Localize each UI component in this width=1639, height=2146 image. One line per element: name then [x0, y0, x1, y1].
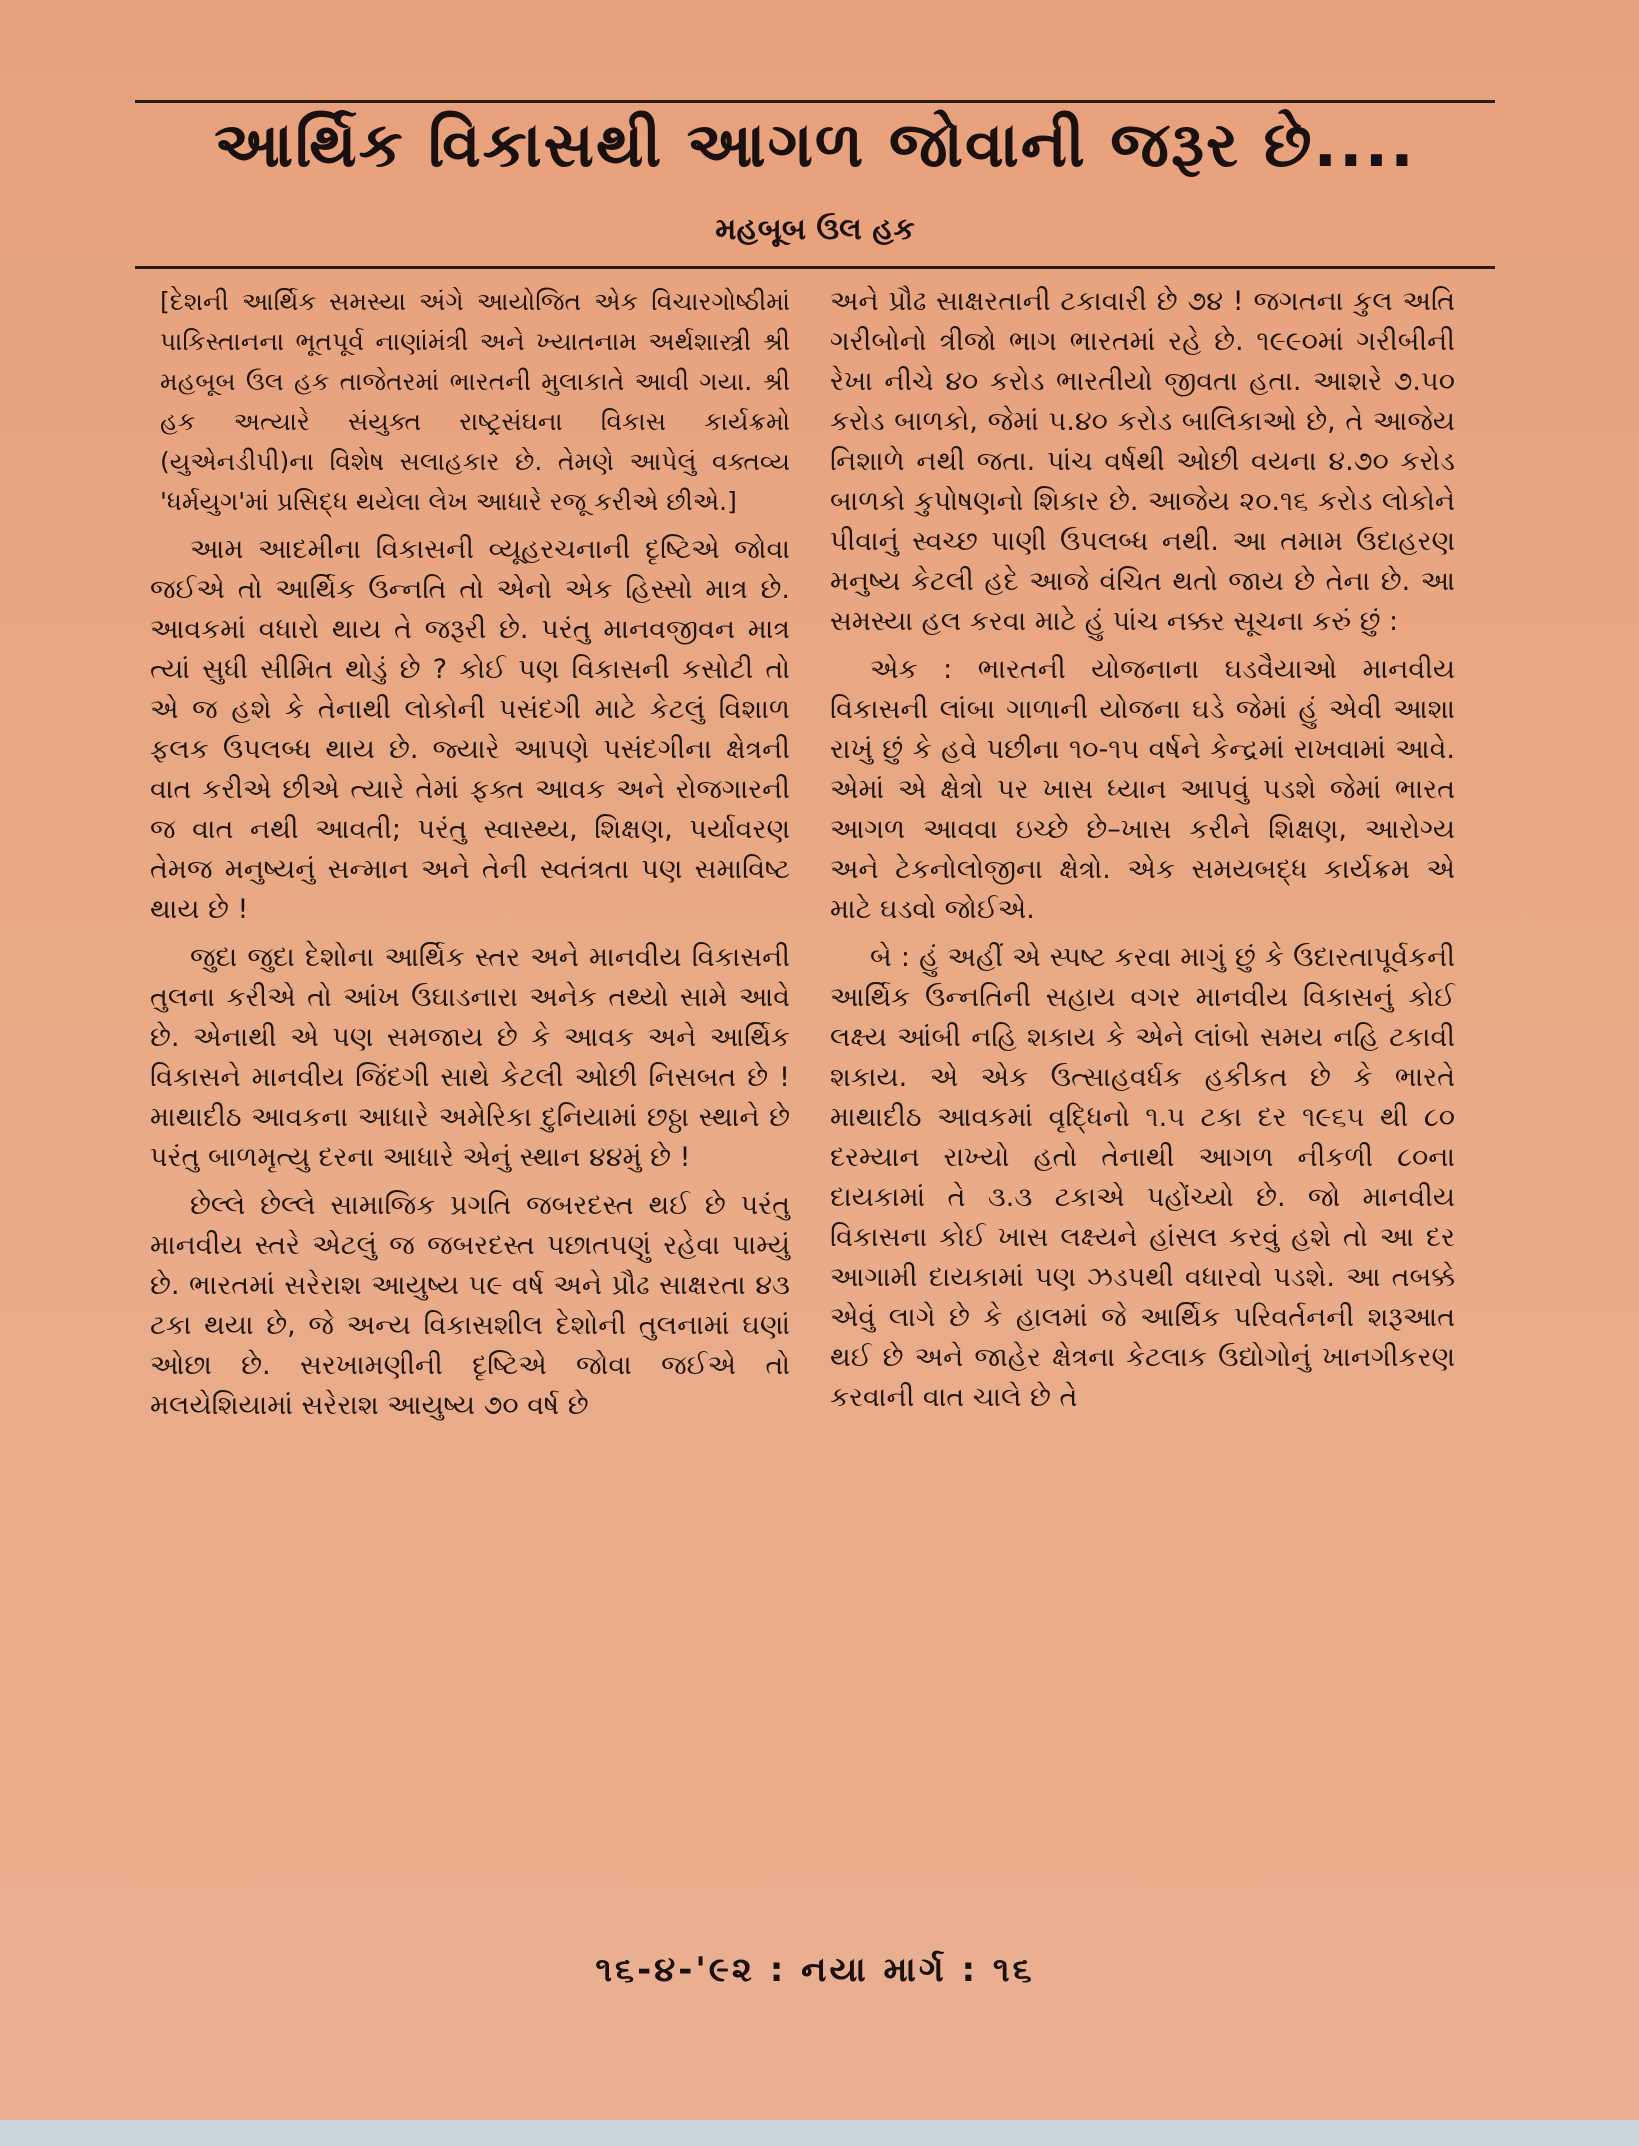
article-title: આર્થિક વિકાસથી આગળ જોવાની જરૂર છે.... — [214, 108, 1416, 181]
point-one-paragraph: એક : ભારતની યોજનાના ઘડવૈયાઓ માનવીય વિકાસની લાંબા ગાળાની યોજના ઘડે જેમાં હું એવી આશા રાખું છું કે હવે પછીના ૧૦-૧૫ વર્ષને કેન્દ્રમાં રાખવામાં આવે. એમાં એ ક્ષેત્રો પર ખાસ ધ્યાન આપવું પડશે જેમાં ભારત આગળ આવવા ઇચ્છે છે–ખાસ કરીને શિક્ષણ, આરોગ્ય અને ટેકનોલોજીના ક્ષેત્રો. એક સમયબદ્ધ કાર્યક્રમ એ માટે ઘડવો જોઈએ. — [830, 654, 1455, 925]
header-rule — [135, 266, 1495, 269]
point-two-paragraph: બે : હું અહીં એ સ્પષ્ટ કરવા માગું છું કે ઉદારતાપૂર્વકની આર્થિક ઉન્નતિની સહાય વગર માનવીય વિકાસનું કોઈ લક્ષ્ય આંબી નહિ શકાય કે એને લાંબો સમય નહિ ટકાવી શકાય. એ એક ઉત્સાહવર્ધક હકીકત છે કે ભારતે માથાદીઠ આવકમાં વૃદ્ધિનો ૧.૫ ટકા દર ૧૯૬૫ થી ૮૦ દરમ્યાન રાખ્યો હતો તેનાથી આગળ નીકળી ૮૦ના દાયકામાં તે ૩.૩ ટકાએ પહોંચ્યો છે. જો માનવીય વિકાસના કોઈ ખાસ લક્ષ્યને હાંસલ કરવું હશે તો આ દર આગામી દાયકામાં પણ ઝડપથી વધારવો પડશે. આ તબક્કે એવું લાગે છે કે હાલમાં જે આર્થિક પરિવર્તનની શરૂઆત થઈ છે અને જાહેર ક્ષેત્રના કેટલાક ઉદ્યોગોનું ખાનગીકરણ કરવાની વાત ચાલે છે તે — [830, 942, 1455, 1413]
body-paragraph: આમ આદમીના વિકાસની વ્યૂહરચનાની દૃષ્ટિએ જોવા જઈએ તો આર્થિક ઉન્નતિ તો એનો એક હિસ્સો માત્ર છે. આવકમાં વધારો થાય તે જરૂરી છે. પરંતુ માનવજીવન માત્ર ત્યાં સુધી સીમિત થોડું છે ? કોઈ પણ વિકાસની કસોટી તો એ જ હશે કે તેનાથી લોકોની પસંદગી માટે કેટલું વિશાળ ફલક ઉપલબ્ધ થાય છે. જ્યારે આપણે પસંદગીના ક્ષેત્રની વાત કરીએ છીએ ત્યારે તેમાં ફક્ત આવક અને રોજગારની જ વાત નથી આવતી; પરંતુ સ્વાસ્થ્ય, શિક્ષણ, પર્યાવરણ તેમજ મનુષ્યનું સન્માન અને તેની સ્વતંત્રતા પણ સમાવિષ્ટ થાય છે ! — [150, 534, 790, 925]
top-rule — [135, 100, 1495, 103]
body-paragraph: જુદા જુદા દેશોના આર્થિક સ્તર અને માનવીય વિકાસની તુલના કરીએ તો આંખ ઉઘાડનારા અનેક તથ્યો સામે આવે છે. એનાથી એ પણ સમજાય છે કે આવક અને આર્થિક વિકાસને માનવીય જિંદગી સાથે કેટલી ઓછી નિસબત છે ! માથાદીઠ આવકના આધારે અમેરિકા દુનિયામાં છઠ્ઠા સ્થાને છે પરંતુ બાળમૃત્યુ દરના આધારે એનું સ્થાન ૪૪મું છે ! — [150, 942, 790, 1173]
body-paragraph: છેલ્લે છેલ્લે સામાજિક પ્રગતિ જબરદસ્ત થઈ છે પરંતુ માનવીય સ્તરે એટલું જ જબરદસ્ત પછાતપણું રહેવા પામ્યું છે. ભારતમાં સરેરાશ આયુષ્ય ૫૯ વર્ષ અને પ્રૌઢ સાક્ષરતા ૪૩ ટકા થયા છે, જે અન્ય વિકાસશીલ દેશોની તુલનામાં ઘણાં ઓછા છે. સરખામણીની દૃષ્ટિએ જોવા જઈએ તો મલયેશિયામાં સરેરાશ આયુષ્ય ૭૦ વર્ષ છે — [150, 1190, 790, 1421]
scan-edge — [0, 2120, 1639, 2146]
intro-block — [150, 282, 790, 522]
page-footer: ૧૬-૪-'૯૨ : નયા માર્ગ : ૧૬ — [595, 1950, 1035, 1990]
left-column — [150, 282, 790, 1434]
body-paragraph: અને પ્રૌઢ સાક્ષરતાની ટકાવારી છે ૭૪ ! જગતના કુલ અતિ ગરીબોનો ત્રીજો ભાગ ભારતમાં રહે છે. ૧૯૯૦માં ગરીબીની રેખા નીચે ૪૦ કરોડ ભારતીયો જીવતા હતા. આશરે ૭.૫૦ કરોડ બાળકો, જેમાં ૫.૪૦ કરોડ બાલિકાઓ છે, તે આજેય નિશાળે નથી જતા. પાંચ વર્ષથી ઓછી વયના ૪.૭૦ કરોડ બાળકો કુપોષણનો શિકાર છે. આજેય ૨૦.૧૬ કરોડ લોકોને પીવાનું સ્વચ્છ પાણી ઉપલબ્ધ નથી. આ તમામ ઉદાહરણ મનુષ્ય કેટલી હદે આજે વંચિત થતો જાય છે તેના છે. આ સમસ્યા હલ કરવા માટે હું પાંચ નક્કર સૂચના કરું છું : — [830, 286, 1455, 637]
intro-paragraph: [દેશની આર્થિક સમસ્યા અંગે આયોજિત એક વિચારગોષ્ઠીમાં પાકિસ્તાનના ભૂતપૂર્વ નાણાંમંત્રી અને ખ્યાતનામ અર્થશાસ્ત્રી શ્રી મહબૂબ ઉલ હક તાજેતરમાં ભારતની મુલાકાતે આવી ગયા. શ્રી હક અત્યારે સંયુક્ત રાષ્ટ્રસંઘના વિકાસ કાર્યક્રમો (યુએનડીપી)ના વિશેષ સલાહકાર છે. તેમણે આપેલું વક્તવ્ય 'ધર્મયુગ'માં પ્રસિદ્ધ થયેલા લેખ આધારે રજૂ કરીએ છીએ.] — [160, 287, 790, 516]
right-column — [830, 282, 1455, 1426]
author-byline: મહબૂબ ઉલ હક — [715, 212, 915, 247]
